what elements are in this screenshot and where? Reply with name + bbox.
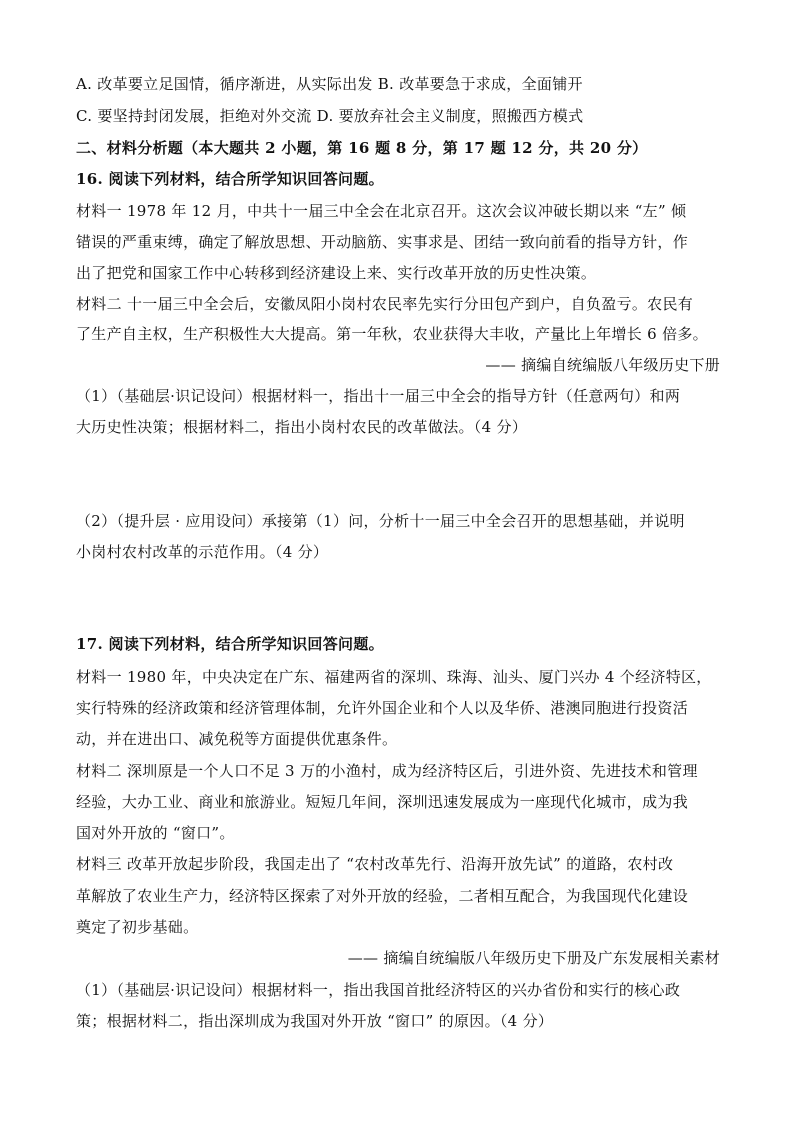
q16-sub2-line: （2）（提升层 · 应用设问）承接第（1）问，分析十一届三中全会召开的思想基础，并说明 (76, 512, 685, 530)
q17-material3-line: 材料三 改革开放起步阶段，我国走出了 “农村改革先行、沿海开放先试” 的道路，农村改 (76, 855, 674, 873)
q17-material1-line: 材料一 1980 年，中央决定在广东、福建两省的深圳、珠海、汕头、厦门兴办 4 个经济特区， (76, 668, 712, 686)
q17-material1-line: 动，并在进出口、减免税等方面提供优惠条件。 (76, 730, 398, 748)
section-title: 二、材料分析题（本大题共 2 小题，第 16 题 8 分，第 17 题 12 分，共 20 分） (76, 139, 648, 157)
q16-material2-line: 了生产自主权，生产积极性大大提高。第一年秋，农业获得大丰收，产量比上年增长 6 倍多。 (76, 325, 708, 343)
q16-material1-line: 出了把党和国家工作中心转移到经济建设上来、实行改革开放的历史性决策。 (76, 264, 597, 282)
q15-options-ab: A. 改革要立足国情，循序渐进，从实际出发 B. 改革要急于求成，全面铺开 (76, 75, 583, 93)
q16-material1-line: 材料一 1978 年 12 月，中共十一届三中全会在北京召开。这次会议冲破长期以来 “左” 倾 (76, 202, 687, 220)
q16-sub1-line: （1）（基础层·识记设问）根据材料一，指出十一届三中全会的指导方针（任意两句）和两 (76, 387, 681, 405)
q16-sub1-line: 大历史性决策；根据材料二，指出小岗村农民的改革做法。（4 分） (76, 418, 528, 436)
q17-source: —— 摘编自统编版八年级历史下册及广东发展相关素材 (347, 949, 720, 967)
q16-sub2-line: 小岗村农村改革的示范作用。（4 分） (76, 543, 329, 561)
q17-material3-line: 奠定了初步基础。 (76, 918, 199, 936)
q17-material1-line: 实行特殊的经济政策和经济管理体制，允许外国企业和个人以及华侨、港澳同胞进行投资活 (76, 699, 689, 717)
q17-heading: 17. 阅读下列材料，结合所学知识回答问题。 (76, 635, 384, 653)
q17-sub1-line: （1）（基础层·识记设问）根据材料一，指出我国首批经济特区的兴办省份和实行的核心政 (76, 981, 681, 999)
q17-sub1-line: 策；根据材料二，指出深圳成为我国对外开放 “窗口” 的原因。（4 分） (76, 1012, 554, 1030)
q17-material2-line: 材料二 深圳原是一个人口不足 3 万的小渔村，成为经济特区后，引进外资、先进技术和管理 (76, 762, 698, 780)
q15-options-cd: C. 要坚持封闭发展，拒绝对外交流 D. 要放弃社会主义制度，照搬西方模式 (76, 107, 584, 125)
q16-material1-line: 错误的严重束缚，确定了解放思想、开动脑筋、实事求是、团结一致向前看的指导方针，作 (76, 233, 689, 251)
q16-heading: 16. 阅读下列材料，结合所学知识回答问题。 (76, 170, 384, 188)
q16-material2-line: 材料二 十一届三中全会后，安徽凤阳小岗村农民率先实行分田包产到户，自负盈亏。农民有 (76, 295, 694, 313)
q17-material2-line: 经验，大办工业、商业和旅游业。短短几年间，深圳迅速发展成为一座现代化城市，成为我 (76, 793, 689, 811)
q17-material2-line: 国对外开放的 “窗口”。 (76, 824, 235, 842)
q17-material3-line: 革解放了农业生产力，经济特区探索了对外开放的经验，二者相互配合，为我国现代化建设 (76, 887, 689, 905)
q16-source: —— 摘编自统编版八年级历史下册 (485, 356, 720, 374)
